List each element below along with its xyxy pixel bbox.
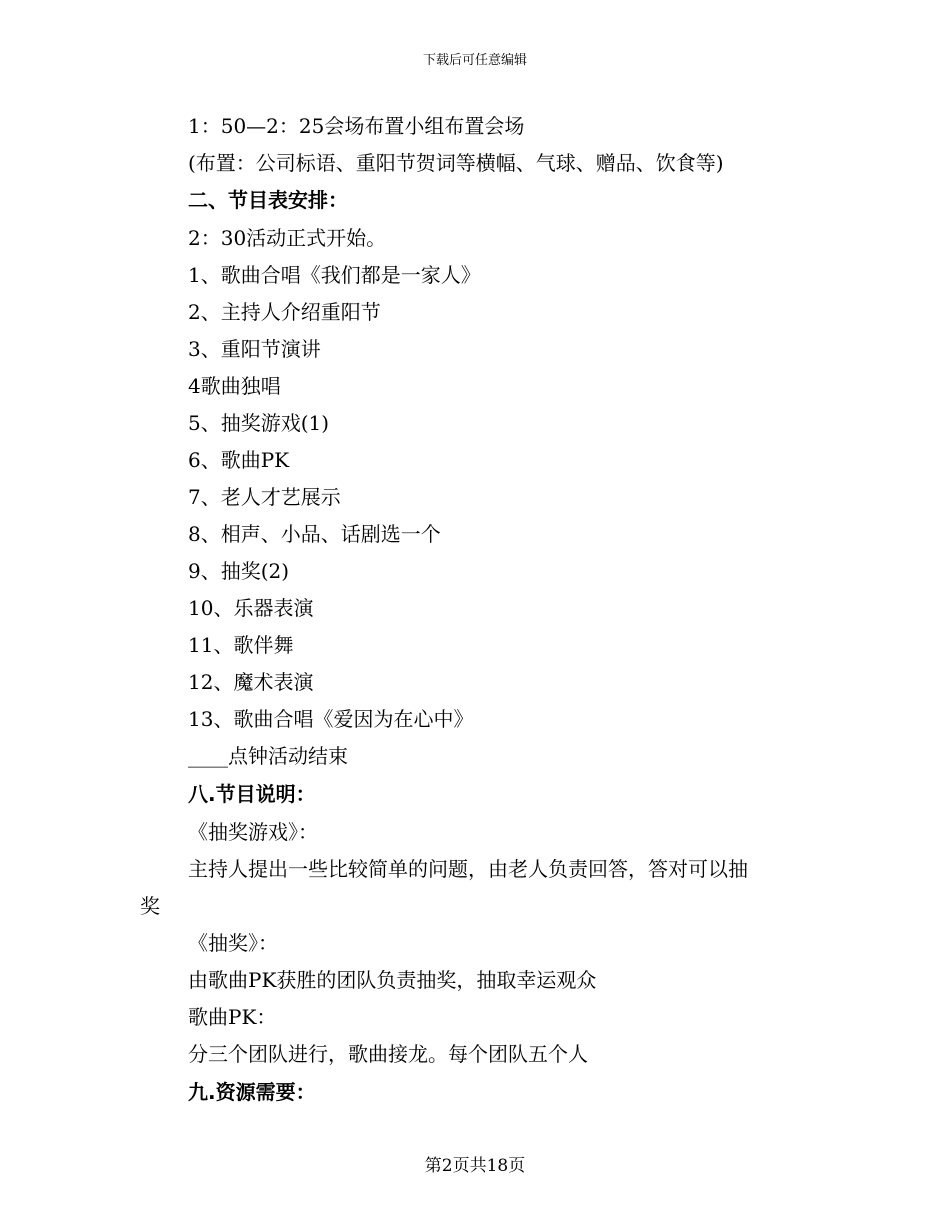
program-item-9: 9、抽奖(2) [188,559,290,583]
program-item-7: 7、老人才艺展示 [188,485,341,509]
section-heading-resources: 九.资源需要： [188,1080,316,1104]
note-text-lottery: 由歌曲PK获胜的团队负责抽奖，抽取幸运观众 [188,968,597,992]
program-item-2: 2、主持人介绍重阳节 [188,300,381,324]
note-text-lottery-game-wrap: 奖 [140,894,160,918]
end-time-line: ____点钟活动结束 [188,744,348,768]
section-heading-notes: 八.节目说明： [188,782,316,806]
section-heading-program: 二、节目表安排： [188,188,348,212]
page-footer: 第2页共18页 [424,1156,526,1176]
program-item-13: 13、歌曲合唱《爱因为在心中》 [188,707,474,731]
note-title-lottery: 《抽奖》： [188,931,278,955]
note-title-song-pk: 歌曲PK： [188,1005,277,1029]
program-item-11: 11、歌伴舞 [188,633,294,657]
program-item-3: 3、重阳节演讲 [188,337,321,361]
note-text-lottery-game: 主持人提出一些比较简单的问题，由老人负责回答，答对可以抽 [188,857,748,881]
schedule-setup-line: 1：50—2：25会场布置小组布置会场 [188,114,525,138]
program-item-8: 8、相声、小品、话剧选一个 [188,522,441,546]
program-item-10: 10、乐器表演 [188,596,314,620]
program-item-6: 6、歌曲PK [188,448,290,472]
setup-details-line: (布置：公司标语、重阳节贺词等横幅、气球、赠品、饮食等) [188,151,724,175]
program-item-1: 1、歌曲合唱《我们都是一家人》 [188,263,481,287]
program-item-5: 5、抽奖游戏(1) [188,411,330,435]
note-text-song-pk: 分三个团队进行，歌曲接龙。每个团队五个人 [188,1042,588,1066]
program-item-4: 4歌曲独唱 [188,374,281,398]
program-item-12: 12、魔术表演 [188,670,314,694]
page-header: 下载后可任意编辑 [422,53,527,68]
start-time-line: 2：30活动正式开始。 [188,226,387,250]
note-title-lottery-game: 《抽奖游戏》： [188,820,318,844]
